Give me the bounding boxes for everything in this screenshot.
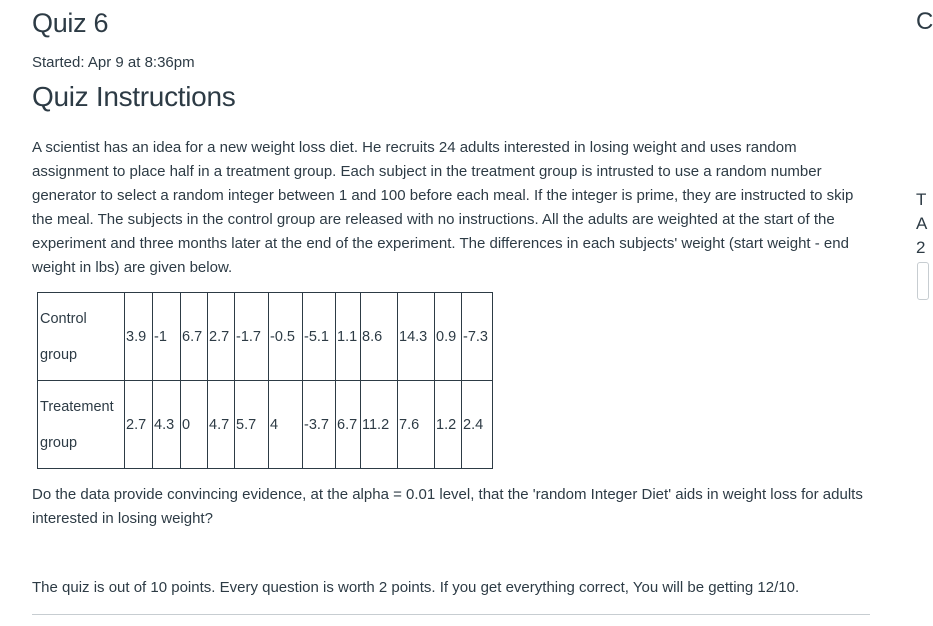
table-cell: 6.7 xyxy=(336,381,361,469)
table-cell: 1.1 xyxy=(336,293,361,381)
right-panel-button[interactable] xyxy=(917,262,929,300)
table-cell: 3.9 xyxy=(125,293,153,381)
question-text: Do the data provide convincing evidence, at the alpha = 0.01 level, that the 'random Integer Diet' aids in weight loss for adults interested in losing weight? xyxy=(32,486,863,527)
right-panel-glyph: 2 xyxy=(916,238,926,257)
right-panel-glyph: C xyxy=(916,8,933,35)
weight-difference-table xyxy=(37,292,493,469)
table-cell: -0.5 xyxy=(269,293,303,381)
table-cell: -1 xyxy=(153,293,181,381)
row-label-treatment: Treatement group xyxy=(38,381,125,469)
table-row-treatment xyxy=(38,381,493,469)
table-cell: -1.7 xyxy=(235,293,269,381)
table-cell: 4 xyxy=(269,381,303,469)
right-panel-glyph: A xyxy=(916,214,928,233)
points-note: The quiz is out of 10 points. Every question is worth 2 points. If you get everything correct, You will be getting 12/10. xyxy=(32,579,800,596)
table-cell: 7.6 xyxy=(398,381,435,469)
right-panel-glyph: T xyxy=(916,190,927,209)
table-cell: 14.3 xyxy=(398,293,435,381)
table-row-control xyxy=(38,293,493,381)
started-timestamp: Started: Apr 9 at 8:36pm xyxy=(32,54,195,71)
divider xyxy=(32,614,870,615)
table-cell: 11.2 xyxy=(361,381,398,469)
table-cell: 6.7 xyxy=(181,293,208,381)
instructions-heading: Quiz Instructions xyxy=(32,81,236,112)
table-cell: 8.6 xyxy=(361,293,398,381)
table-cell: 0 xyxy=(181,381,208,469)
table-cell: 2.4 xyxy=(462,381,493,469)
table-cell: -5.1 xyxy=(303,293,336,381)
table-cell: 2.7 xyxy=(125,381,153,469)
quiz-title: Quiz 6 xyxy=(32,8,109,38)
table-cell: 0.9 xyxy=(435,293,462,381)
table-cell: 4.3 xyxy=(153,381,181,469)
table-cell: 1.2 xyxy=(435,381,462,469)
table-cell: -7.3 xyxy=(462,293,493,381)
table-cell: 2.7 xyxy=(208,293,235,381)
table-cell: 4.7 xyxy=(208,381,235,469)
instructions-paragraph: A scientist has an idea for a new weight loss diet. He recruits 24 adults interested in losing weight and uses random assignment to place half in a treatment group. Each subject in the treatment group is intrusted to use a random number generator to select a random integer between 1 and 100 before each meal. If the integer is prime, they are instructed to skip the meal. The subjects in the control group are released with no instructions. All the adults are weighted at the start of the experiment and three months later at the end of the experiment. The differences in each subjects' weight (start weight - end weight in lbs) are given below. xyxy=(32,139,854,276)
table-cell: -3.7 xyxy=(303,381,336,469)
row-label-control: Control group xyxy=(38,293,125,381)
table-cell: 5.7 xyxy=(235,381,269,469)
